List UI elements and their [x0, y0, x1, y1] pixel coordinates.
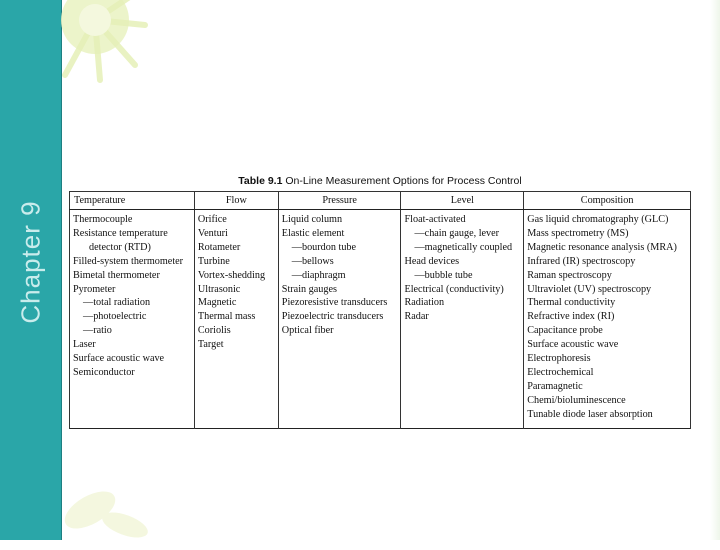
list-item: —bubble tube [414, 269, 473, 281]
header-temperature: Temperature [70, 192, 195, 210]
flow-column [194, 210, 278, 429]
list-item: Chemi/bioluminescence [527, 394, 626, 406]
list-item: Radiation [404, 297, 445, 309]
list-item: Capacitance probe [527, 325, 603, 337]
list-item: Electrophoresis [527, 353, 591, 365]
list-item: Refractive index (RI) [527, 311, 615, 323]
list-item: —diaphragm [291, 269, 346, 281]
pressure-column [278, 210, 401, 429]
list-item: Float-activated [404, 214, 466, 225]
list-item: Ultrasonic [197, 283, 241, 295]
list-item: Coriolis [197, 325, 231, 337]
list-item: Thermocouple [73, 214, 133, 225]
list-item: Gas liquid chromatography (GLC) [527, 214, 669, 225]
list-item: Filled-system thermometer [73, 255, 184, 267]
composition-column [524, 210, 691, 429]
list-item: Piezoelectric transducers [281, 311, 384, 323]
list-item: Target [197, 339, 224, 351]
list-item: Turbine [197, 255, 230, 267]
list-item: Magnetic resonance analysis (MRA) [527, 241, 677, 253]
header-flow: Flow [194, 192, 278, 210]
table-number: Table 9.1 [238, 175, 283, 187]
list-item: Tunable diode laser absorption [527, 408, 653, 420]
list-item: Resistance temperature [73, 227, 168, 239]
table-header-row [70, 192, 691, 210]
list-item: Venturi [197, 227, 228, 239]
list-item: Surface acoustic wave [73, 353, 165, 365]
chapter-label: Chapter 9 [15, 200, 46, 324]
level-column [401, 210, 524, 429]
list-item: —chain gauge, lever [414, 227, 500, 239]
leaf-decoration-icon [55, 455, 165, 545]
table-title [69, 175, 691, 187]
list-item: Electrical (conductivity) [404, 283, 504, 295]
list-item: Laser [73, 339, 96, 351]
measurement-options-table-figure [69, 175, 691, 429]
list-item: —total radiation [83, 297, 151, 309]
table-body-row [70, 210, 691, 429]
list-item: Rotameter [197, 241, 241, 253]
list-item: Surface acoustic wave [527, 339, 619, 351]
list-item: Piezoresistive transducers [281, 297, 388, 309]
list-item: —bourdon tube [291, 241, 357, 253]
list-item: Ultraviolet (UV) spectroscopy [527, 283, 652, 295]
list-item: Electrochemical [527, 366, 594, 378]
list-item: Thermal mass [197, 311, 256, 323]
list-item: —magnetically coupled [414, 241, 513, 253]
list-item: Bimetal thermometer [73, 269, 160, 281]
right-edge-strip [710, 0, 720, 540]
list-item: Elastic element [281, 227, 345, 239]
list-item: Pyrometer [73, 283, 116, 295]
list-item: Thermal conductivity [527, 297, 616, 309]
list-item: Vortex-shedding [197, 269, 266, 281]
header-composition: Composition [524, 192, 691, 210]
list-item: Raman spectroscopy [527, 269, 612, 281]
table-caption: On-Line Measurement Options for Process Control [285, 175, 522, 187]
list-item: Strain gauges [281, 283, 337, 295]
list-item: —photoelectric [83, 311, 147, 323]
list-item: Orifice [197, 214, 227, 225]
list-item: Liquid column [281, 214, 343, 225]
list-item: Paramagnetic [527, 380, 583, 392]
list-item: detector (RTD) [89, 241, 151, 253]
list-item: Magnetic [197, 297, 237, 309]
list-item: Mass spectrometry (MS) [527, 227, 629, 239]
list-item: —ratio [83, 325, 112, 337]
list-item: Optical fiber [281, 325, 334, 337]
header-level: Level [401, 192, 524, 210]
list-item: Head devices [404, 255, 460, 267]
list-item: —bellows [291, 255, 334, 267]
list-item: Infrared (IR) spectroscopy [527, 255, 636, 267]
header-pressure: Pressure [278, 192, 401, 210]
temperature-column [70, 210, 195, 429]
sun-decoration-icon [40, 0, 150, 100]
list-item: Radar [404, 311, 429, 323]
measurement-options-table [69, 191, 691, 429]
list-item: Semiconductor [73, 366, 135, 378]
